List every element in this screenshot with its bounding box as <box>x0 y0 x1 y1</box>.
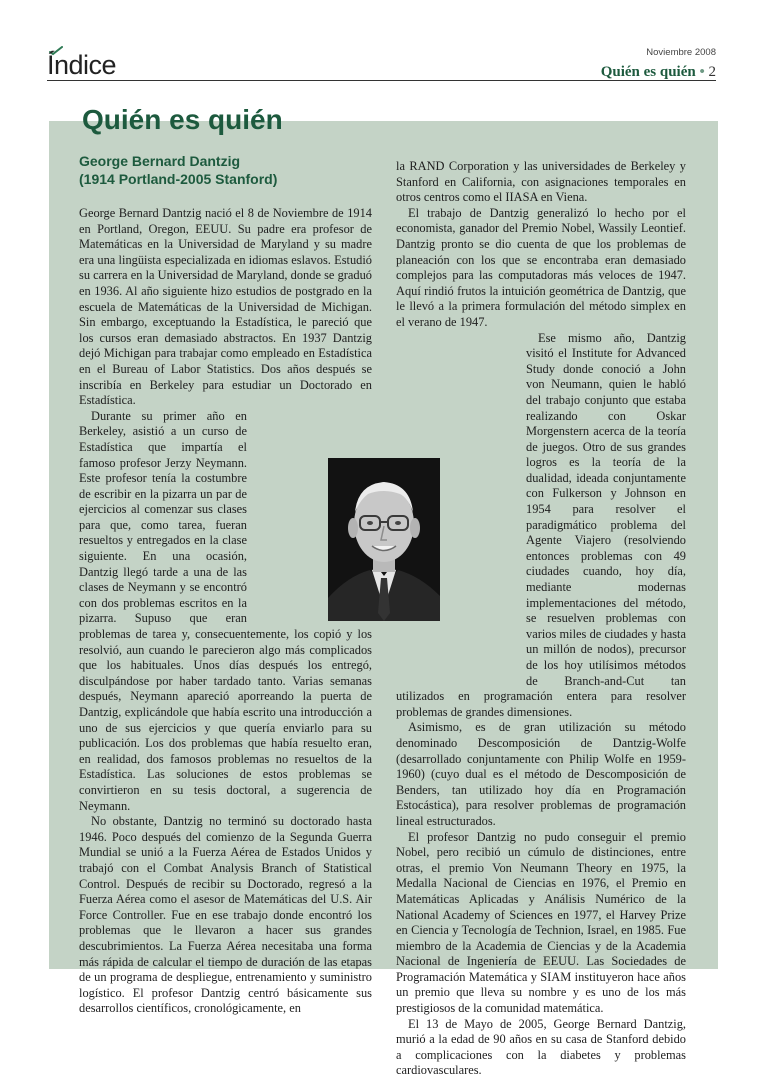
paragraph: Ese mismo año, Dantzig visitó el Institute for Advanced Study donde conoció a John von Neumann, quien le habló del trabajo conjunto que estaba realizando con Oskar Morgenstern acerca de la teoría de juegos. Otro de sus grandes logros es la teoría de la dualidad, ideada conjuntamente con Fulkerson y Johnson en 1954 para resolver el paradigmático problema del Agente Viajero (resolviendo entonces problemas con 49 ciudades cuando, hoy día, mediante modernas implementaciones del método, se resuelven problemas con varios miles de ciudades y hasta un millón de nodos), precursor de los hoy utilísimos métodos de Branch-and-Cut tan utilizados en programación entera para resolver problemas de grandes dimensiones. <box>396 330 686 719</box>
paragraph: El trabajo de Dantzig generalizó lo hecho por el economista, ganador del Premio Nobel, Wassily Leontief. Dantzig pronto se dio cuenta de que los problemas de planeación con los que se encontraba eran demasiado complejos para las computadoras más veloces de 1947. Aquí rindió frutos la intuición geométrica de Dantzig, que le llevó a la primera formulación del método simplex en el verano de 1947. <box>396 205 686 329</box>
subtitle-name: George Bernard Dantzig <box>79 153 241 169</box>
portrait-photo <box>328 458 440 621</box>
article-subtitle <box>79 152 369 188</box>
paragraph: El 13 de Mayo de 2005, George Bernard Dantzig, murió a la edad de 90 años en su casa de Stanford debido a complicaciones con la diabetes y problemas cardiovasculares. <box>396 1016 686 1078</box>
section-header <box>601 64 716 81</box>
issue-date: Noviembre 2008 <box>646 47 716 58</box>
paragraph: El profesor Dantzig no pudo conseguir el premio Nobel, pero recibió un cúmulo de distinciones, entre otras, el premio Von Neumann Theory en 1975, la Medalla Nacional de Ciencias en 1976, el Premio en Matemáticas Aplicadas y Análisis Numérico de la National Academy of Sciences en 1977, el Harvey Prize en Ciencia y Tecnología de Technion, Israel, en 1985. Fue miembro de la Academia de Ciencias y de la Academia Nacional de Ingeniería de EEUU. Las Sociedades de Programación Matemática y SIAM instituyeron hace años un premio que lleva su nombre y es uno de los más prestigiosos de la comunidad matemática. <box>396 829 686 1016</box>
portrait-illustration <box>328 458 440 621</box>
index-logo[interactable] <box>47 46 137 80</box>
page-number: 2 <box>708 64 716 80</box>
paragraph: Asimismo, es de gran utilización su método denominado Descomposición de Dantzig-Wolfe (desarrollado conjuntamente con Philip Wolfe en 1959-1960) (cuyo dual es el método de Descomposición de Benders, tan utilizado hoy día en Programación Estocástica), para resolver problemas de programación lineal estructurados. <box>396 720 686 828</box>
article-title: Quién es quién <box>82 104 283 135</box>
logo-text: Índice <box>47 50 117 80</box>
subtitle-dates: (1914 Portland-2005 Stanford) <box>79 171 278 187</box>
paragraph: Durante su primer año en Berkeley, asistió a un curso de Estadística que impartía el famoso profesor Jerzy Neymann. Este profesor tenía la costumbre de escribir en la pizarra un par de ejercicios al comenzar sus clases para que, como tarea, fueran resueltos y entregados en la clase siguiente. En una ocasión, Dantzig llegó tarde a una de las clases de Neymann y se encontró con dos problemas escritos en la pizarra. Supuso que eran problemas de tarea y, consecuentemente, los copió y los resolvió, aun cuando le parecieron algo más complicados que los habituales. Unos días después los entregó, disculpándose por haber tardado tanto. Varias semanas después, Neymann apareció aporreando la puerta de Dantzig, explicándole que había escrito una introducción a uno de sus ejercicios y que quería enviarlo para su publicación. Los dos problemas que había resuelto eran, en realidad, dos famosos problemas no resueltos de la Estadística. Las soluciones de estos problemas se convirtieron en su tesis doctoral, a sugerencia de Neymann. <box>79 408 372 813</box>
header-rule <box>47 80 716 81</box>
paragraph: la RAND Corporation y las universidades de Berkeley y Stanford en California, con asignaciones temporales en otros centros como el IIASA en Viena. <box>396 159 686 205</box>
paragraph: No obstante, Dantzig no terminó su doctorado hasta 1946. Poco después del comienzo de la Segunda Guerra Mundial se unió a la Fuerza Aérea de Estados Unidos y trabajó con el Combat Analysis Branch of Statistical Control. Después de recibir su Doctorado, regresó a la Fuerza Aérea como el asesor de Matemáticas del U.S. Air Force Controller. Fue en ese trabajo donde encontró los problemas que le llevaron a hacer sus grandes descubrimientos. La Fuerza Aérea necesitaba una forma más rápida de calcular el tiempo de duración de las etapas de un programa de despliegue, entrenamiento y suministro logístico. El profesor Dantzig centró básicamente sus desarrollos científicos, cronológicamente, en <box>79 814 372 1016</box>
separator-dot: • <box>699 64 709 80</box>
section-name: Quién es quién <box>600 64 696 80</box>
paragraph: George Bernard Dantzig nació el 8 de Noviembre de 1914 en Portland, Oregon, EEUU. Su padre era profesor de Matemáticas en la Universidad de Maryland y su madre era una lingüista especializada en idiomas eslavos. Estudió su carrera en la Universidad de Maryland, donde se graduó en 1936. Al año siguiente hizo estudios de postgrado en la escuela de Matemáticas de la Universidad de Michigan. Sin embargo, exceptuando la Estadística, le pareció que los cursos eran demasiado abstractos. En 1937 Dantzig dejó Michigan para trabajar como empleado en Estadística en el Bureau of Labor Statistics. Dos años después se inscribía en Berkeley para estudiar un Doctorado en Estadística. <box>79 206 372 408</box>
